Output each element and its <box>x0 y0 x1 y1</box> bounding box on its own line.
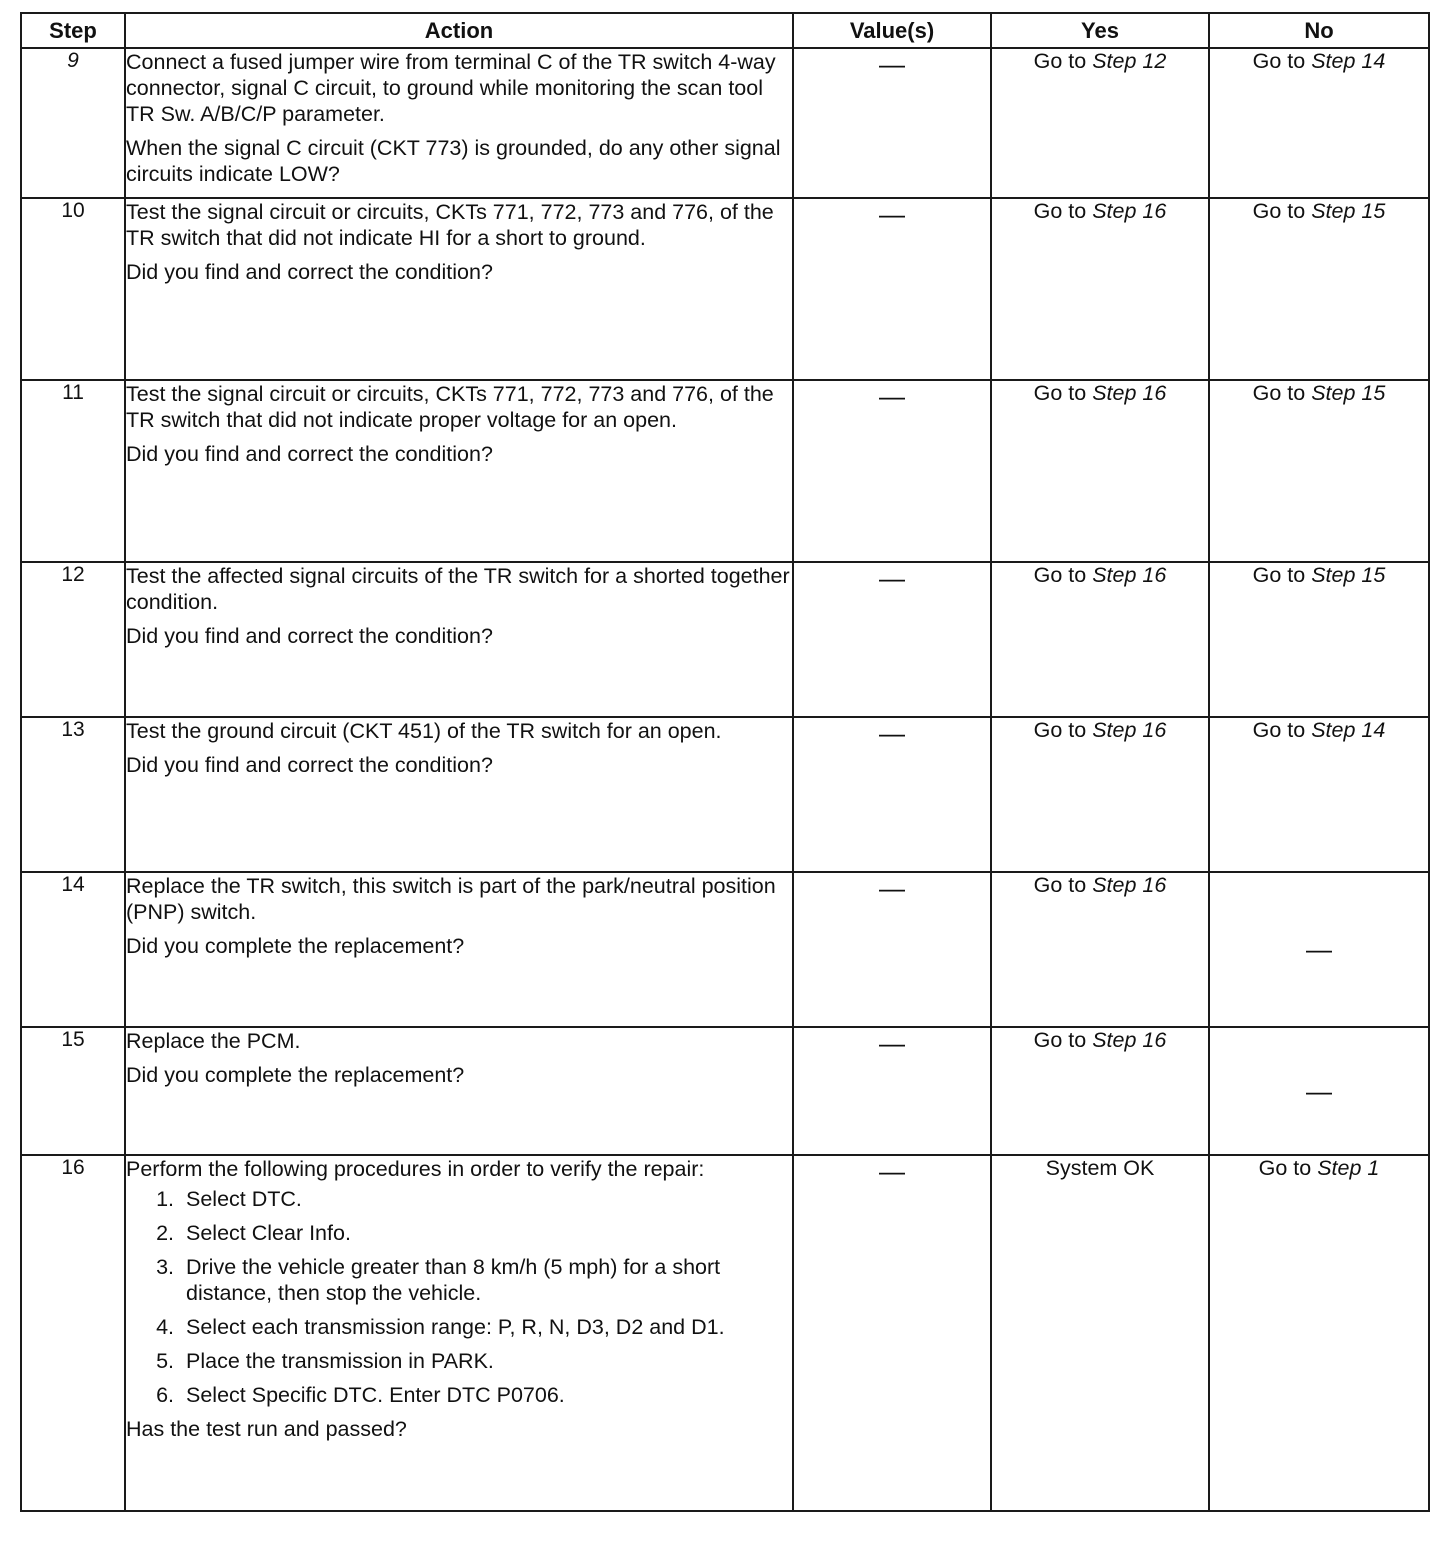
no-cell: — <box>1209 1027 1429 1155</box>
step-number: 14 <box>21 872 125 1027</box>
header-step: Step <box>21 13 125 48</box>
action-question: Did you find and correct the condition? <box>126 442 493 466</box>
no-cell: Go to Step 1 <box>1209 1155 1429 1511</box>
action-cell <box>125 1155 793 1511</box>
action-question: Did you complete the replacement? <box>126 934 465 958</box>
procedure-step: 5. Place the transmission in PARK. <box>180 1348 792 1374</box>
action-text: Replace the TR switch, this switch is part of the park/neutral position (PNP) switch. <box>126 874 776 924</box>
header-yes: Yes <box>991 13 1209 48</box>
yes-cell: Go to Step 16 <box>991 380 1209 562</box>
no-cell: Go to Step 15 <box>1209 198 1429 380</box>
no-step-link: Step 14 <box>1311 718 1386 742</box>
action-cell <box>125 1027 793 1155</box>
action-question: Did you complete the replacement? <box>126 1063 465 1087</box>
procedure-step: 4. Select each transmission range: P, R, N, D3, D2 and D1. <box>180 1314 792 1340</box>
action-cell <box>125 872 793 1027</box>
value-cell: — <box>793 1027 991 1155</box>
yes-step-link: Step 16 <box>1092 199 1167 223</box>
no-step-link: Step 14 <box>1311 49 1386 73</box>
step-number: 11 <box>21 380 125 562</box>
table-row <box>21 872 1429 1027</box>
yes-cell: Go to Step 16 <box>991 1027 1209 1155</box>
yes-cell: Go to Step 12 <box>991 48 1209 198</box>
procedure-step: 6. Select Specific DTC. Enter DTC P0706. <box>180 1382 792 1408</box>
yes-step-link: Step 12 <box>1092 49 1167 73</box>
yes-step-link: Step 16 <box>1092 718 1167 742</box>
action-question: Has the test run and passed? <box>126 1417 407 1441</box>
header-no: No <box>1209 13 1429 48</box>
value-cell: — <box>793 380 991 562</box>
yes-step-link: Step 16 <box>1092 563 1167 587</box>
yes-step-link: Step 16 <box>1092 1028 1167 1052</box>
diagnostic-table <box>20 12 1430 1512</box>
action-text: Perform the following procedures in order to verify the repair: <box>126 1157 705 1181</box>
step-number: 16 <box>21 1155 125 1511</box>
procedure-step: 2. Select Clear Info. <box>180 1220 792 1246</box>
no-cell: Go to Step 15 <box>1209 380 1429 562</box>
action-text: Test the signal circuit or circuits, CKTs 771, 772, 773 and 776, of the TR switch that did not indicate proper voltage for an open. <box>126 382 774 432</box>
header-action: Action <box>125 13 793 48</box>
header-row <box>21 13 1429 48</box>
step-number: 9 <box>21 48 125 198</box>
yes-cell: Go to Step 16 <box>991 198 1209 380</box>
value-cell: — <box>793 562 991 717</box>
action-cell <box>125 380 793 562</box>
table-row <box>21 562 1429 717</box>
action-cell <box>125 562 793 717</box>
header-values: Value(s) <box>793 13 991 48</box>
action-question: Did you find and correct the condition? <box>126 624 493 648</box>
value-cell: — <box>793 872 991 1027</box>
table-row <box>21 198 1429 380</box>
action-text: Test the ground circuit (CKT 451) of the TR switch for an open. <box>126 719 722 743</box>
step-number: 13 <box>21 717 125 872</box>
no-step-link: Step 15 <box>1311 381 1386 405</box>
table-row <box>21 380 1429 562</box>
action-text: Connect a fused jumper wire from terminal C of the TR switch 4-way connector, signal C circuit, to ground while monitoring the scan tool TR Sw. A/B/C/P parameter. <box>126 50 776 126</box>
no-cell: — <box>1209 872 1429 1027</box>
yes-cell: Go to Step 16 <box>991 562 1209 717</box>
value-cell: — <box>793 48 991 198</box>
table-row <box>21 1155 1429 1511</box>
value-cell: — <box>793 717 991 872</box>
no-step-link: Step 15 <box>1311 199 1386 223</box>
table-row <box>21 1027 1429 1155</box>
action-cell <box>125 198 793 380</box>
yes-cell: Go to Step 16 <box>991 872 1209 1027</box>
no-step-link: Step 15 <box>1311 563 1386 587</box>
action-question: Did you find and correct the condition? <box>126 260 493 284</box>
no-cell: Go to Step 14 <box>1209 48 1429 198</box>
value-cell: — <box>793 198 991 380</box>
yes-step-link: Step 16 <box>1092 873 1167 897</box>
no-cell: Go to Step 14 <box>1209 717 1429 872</box>
yes-cell: System OK <box>991 1155 1209 1511</box>
no-cell: Go to Step 15 <box>1209 562 1429 717</box>
step-number: 10 <box>21 198 125 380</box>
action-cell <box>125 48 793 198</box>
no-step-link: Step 1 <box>1317 1156 1380 1180</box>
procedure-step: 3. Drive the vehicle greater than 8 km/h (5 mph) for a short distance, then stop the vehicle. <box>180 1254 792 1306</box>
action-text: Test the affected signal circuits of the TR switch for a shorted together condition. <box>126 564 790 614</box>
step-number: 15 <box>21 1027 125 1155</box>
yes-step-link: Step 16 <box>1092 381 1167 405</box>
yes-cell: Go to Step 16 <box>991 717 1209 872</box>
action-cell <box>125 717 793 872</box>
procedure-step: 1. Select DTC. <box>180 1186 792 1212</box>
value-cell: — <box>793 1155 991 1511</box>
table-row <box>21 717 1429 872</box>
action-text: Test the signal circuit or circuits, CKTs 771, 772, 773 and 776, of the TR switch that did not indicate HI for a short to ground. <box>126 200 774 250</box>
step-number: 12 <box>21 562 125 717</box>
procedure-list <box>126 1186 792 1408</box>
action-text: Replace the PCM. <box>126 1029 301 1053</box>
action-question: Did you find and correct the condition? <box>126 753 493 777</box>
table-row <box>21 48 1429 198</box>
action-question: When the signal C circuit (CKT 773) is grounded, do any other signal circuits indicate LOW? <box>126 136 781 186</box>
